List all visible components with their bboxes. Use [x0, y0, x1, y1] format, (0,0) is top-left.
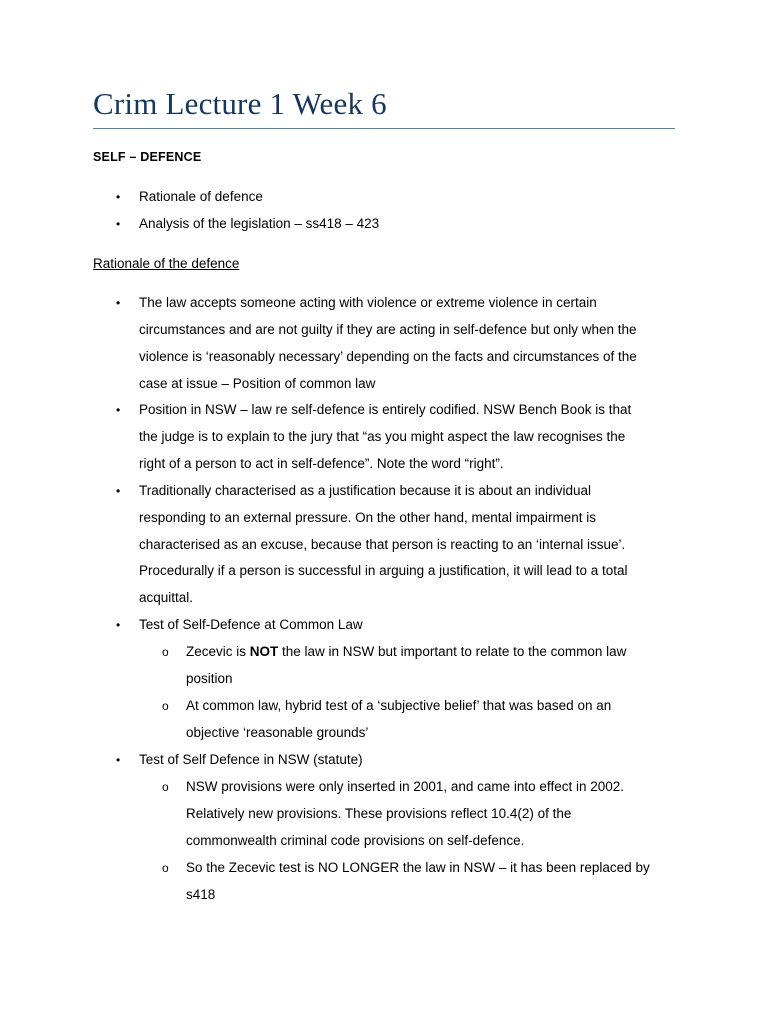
bullet-marker: •: [116, 484, 121, 498]
body-line: Traditionally characterised as a justification because it is about an individual: [139, 483, 591, 498]
body-line: Position in NSW – law re self-defence is entirely codified. NSW Bench Book is that: [139, 402, 632, 417]
body-line: responding to an external pressure. On the other hand, mental impairment is: [139, 510, 597, 525]
section-heading: SELF – DEFENCE: [93, 150, 202, 164]
title-underline-rule: [93, 128, 675, 129]
body-line: Procedurally if a person is successful in arguing a justification, it will lead to a total: [139, 563, 628, 578]
bullet-marker: •: [116, 190, 121, 204]
emphasis-not: NOT: [249, 644, 279, 659]
body-line: Test of Self-Defence at Common Law: [139, 617, 363, 632]
body-line: right of a person to act in self-defence”. Note the word “right”.: [139, 456, 504, 471]
body-line: Test of Self Defence in NSW (statute): [139, 752, 363, 767]
intro-bullet-2: Analysis of the legislation – ss418 – 423: [139, 216, 380, 231]
bullet-marker: •: [116, 753, 121, 767]
body-line: violence is ‘reasonably necessary’ depending on the facts and circumstances of the: [139, 349, 637, 364]
body-line: acquittal.: [139, 590, 194, 605]
body-line: case at issue – Position of common law: [139, 376, 376, 391]
body-line: The law accepts someone acting with violence or extreme violence in certain: [139, 295, 597, 310]
body-line: NSW provisions were only inserted in 2001, and came into effect in 2002.: [186, 779, 624, 794]
body-line: characterised as an excuse, because that person is reacting to an ‘internal issue’.: [139, 537, 626, 552]
sub-bullet-marker: o: [162, 645, 169, 659]
bullet-marker: •: [116, 403, 121, 417]
body-line: position: [186, 671, 233, 686]
body-line: commonwealth criminal code provisions on self-defence.: [186, 833, 525, 848]
body-line: At common law, hybrid test of a ‘subjective belief’ that was based on an: [186, 698, 612, 713]
sub-bullet-marker: o: [162, 699, 169, 713]
body-line: Relatively new provisions. These provisions reflect 10.4(2) of the: [186, 806, 572, 821]
sub-bullet-marker: o: [162, 861, 169, 875]
sub-bullet-marker: o: [162, 780, 169, 794]
body-line: the judge is to explain to the jury that “as you might aspect the law recognises the: [139, 429, 626, 444]
intro-bullet-1: Rationale of defence: [139, 189, 263, 204]
text-run: Zecevic is: [186, 644, 250, 659]
bullet-marker: •: [116, 618, 121, 632]
body-line: circumstances and are not guilty if they are acting in self-defence but only when the: [139, 322, 637, 337]
text-run: the law in NSW but important to relate to the common law: [278, 644, 627, 659]
body-line: So the Zecevic test is NO LONGER the law in NSW – it has been replaced by: [186, 860, 650, 875]
bullet-marker: •: [116, 217, 121, 231]
body-line: objective ‘reasonable grounds’: [186, 725, 369, 740]
body-line: s418: [186, 887, 216, 902]
document-title: Crim Lecture 1 Week 6: [93, 86, 387, 121]
subheading-rationale: Rationale of the defence: [93, 256, 240, 271]
body-line: [186, 644, 626, 660]
bullet-marker: •: [116, 296, 121, 310]
